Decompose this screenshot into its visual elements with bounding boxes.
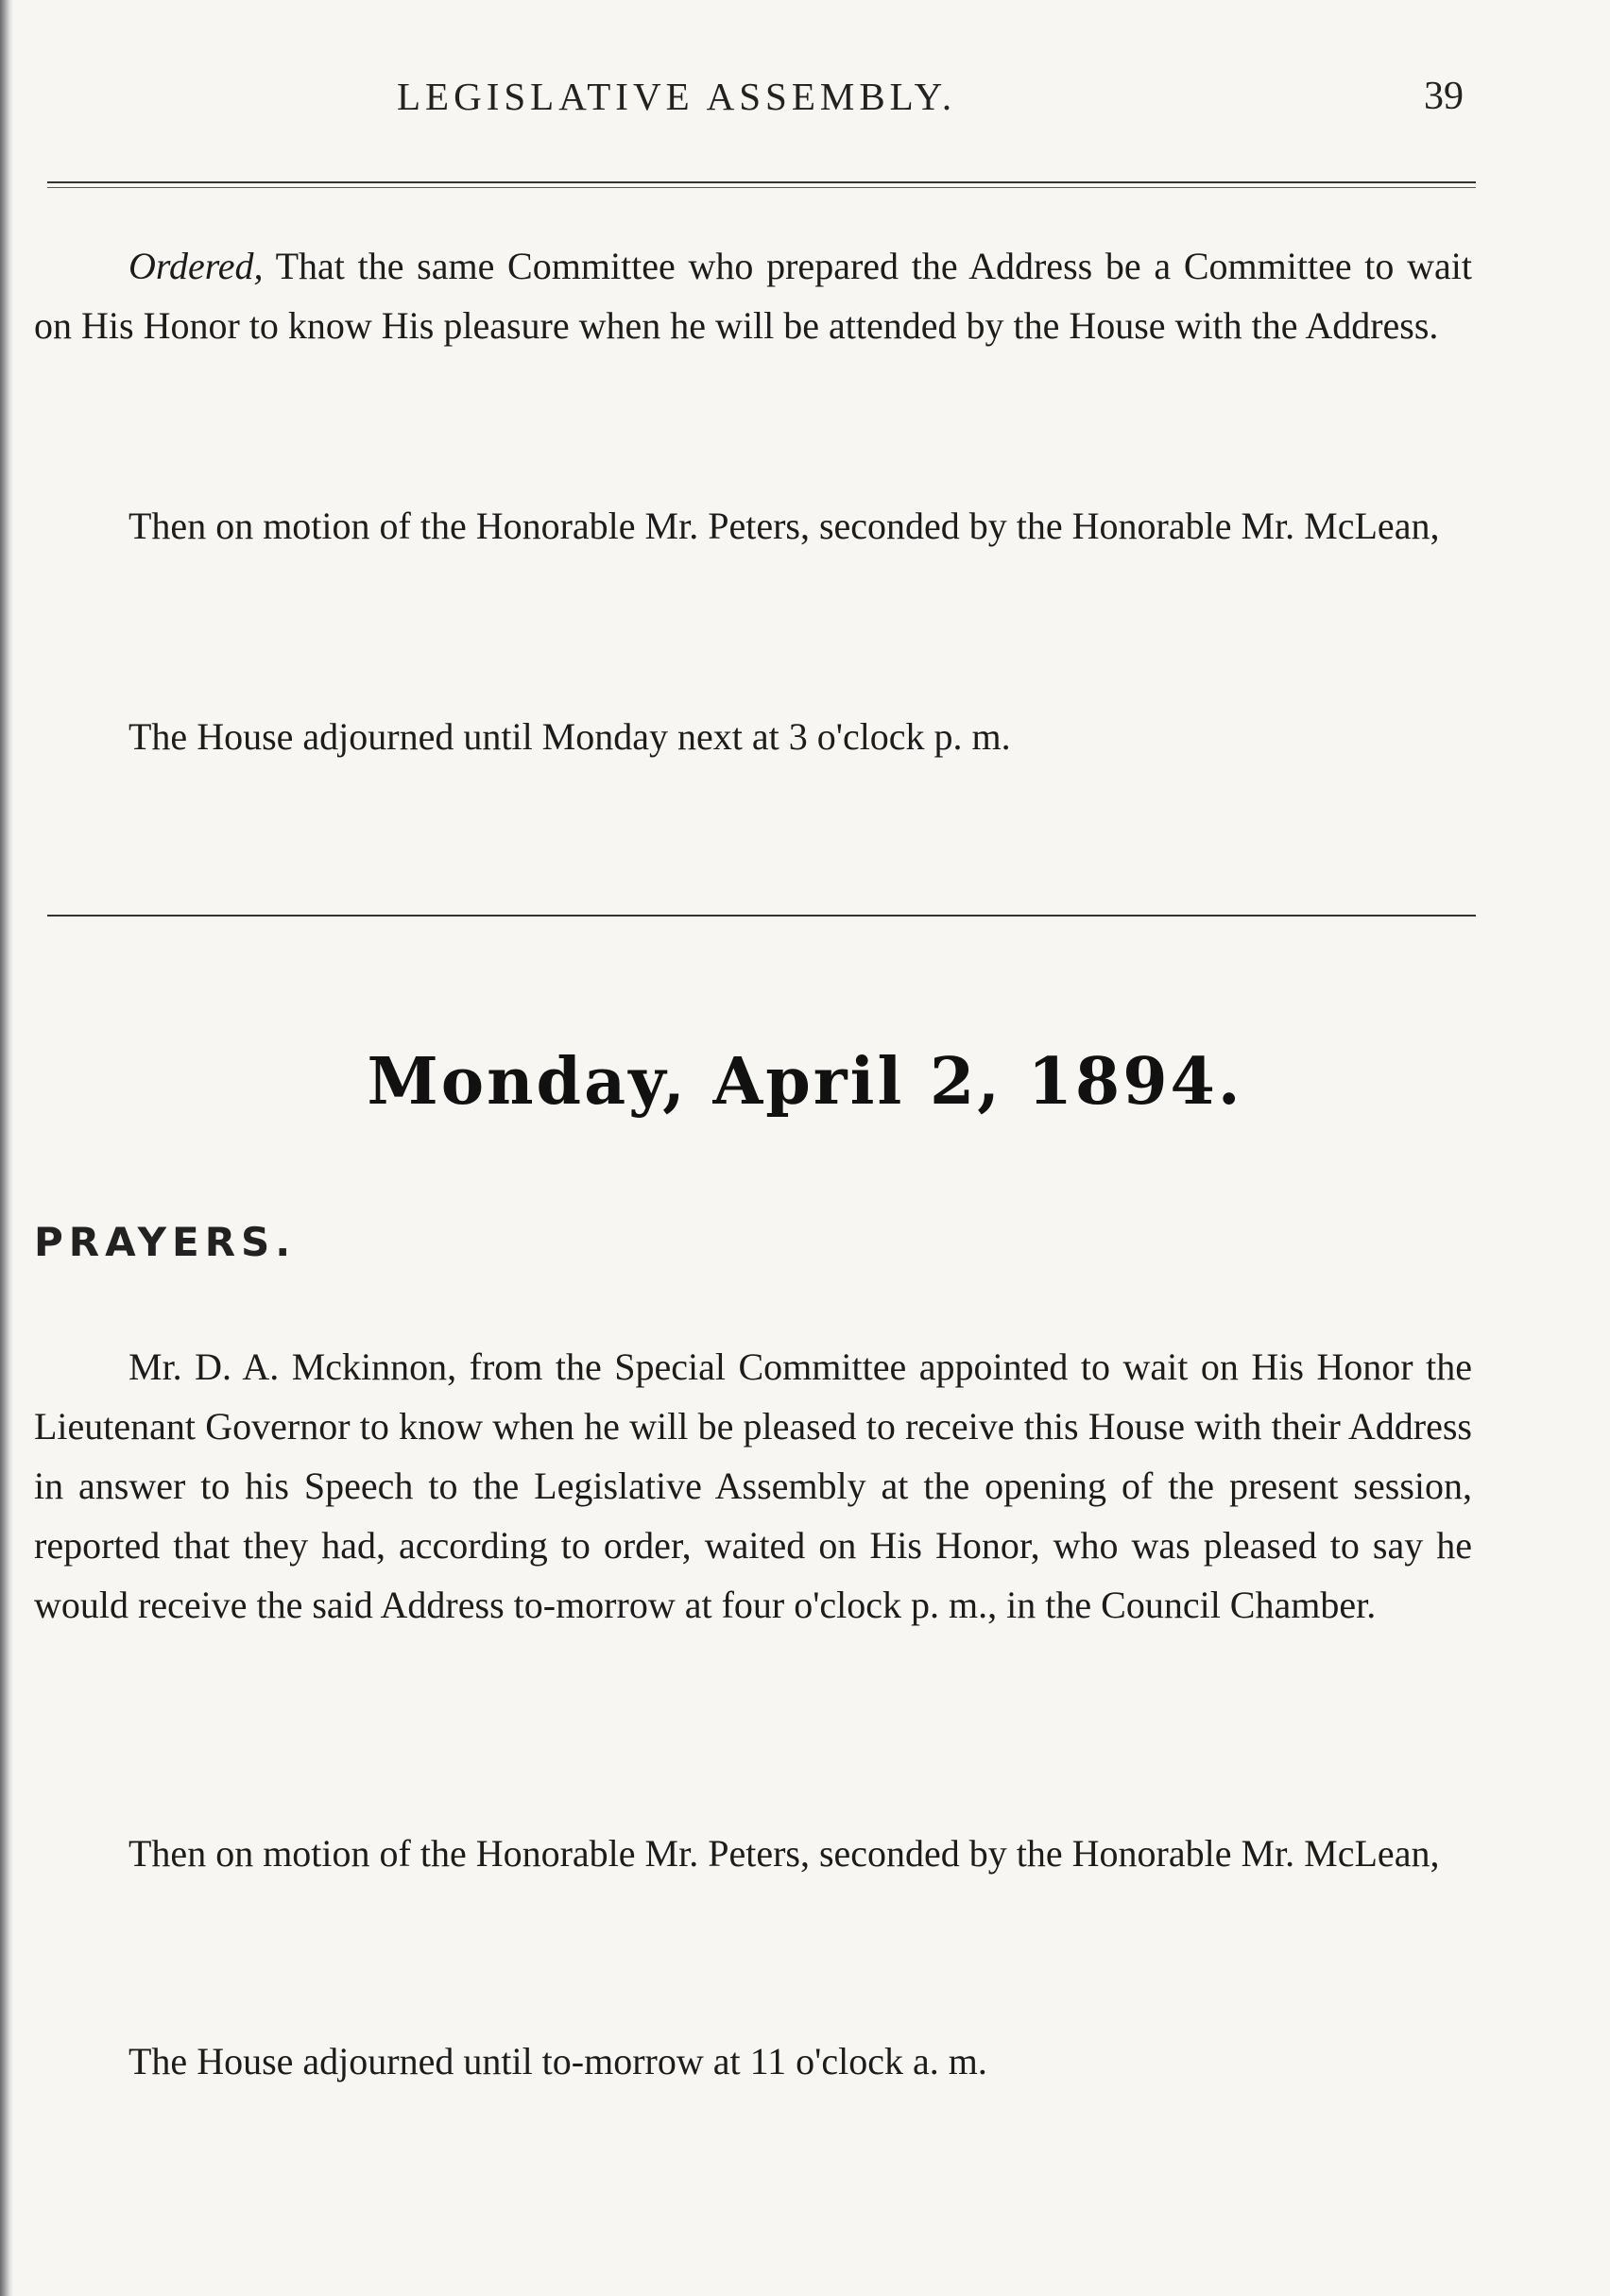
ordered-label: Ordered, bbox=[128, 245, 264, 287]
committee-report-paragraph bbox=[34, 1337, 1472, 1635]
committee-report-text: Mr. D. A. Mckinnon, from the Special Committee appointed to wait on His Honor the Lieutenant Governor to know when he will be pleased to receive this House with their Address in answer to his Speech to the Legislative Assembly at the opening of the present session, reported that they had, according to order, waited on His Honor, who was pleased to say he would receive the said Address to-morrow at four o'clock p. m., in the Council Chamber. bbox=[34, 1345, 1472, 1626]
motion-paragraph-2 bbox=[34, 1824, 1472, 1883]
header-rule bbox=[47, 181, 1476, 188]
ordered-paragraph bbox=[34, 236, 1472, 355]
motion-paragraph-1 bbox=[34, 496, 1472, 556]
day-heading: Monday, April 2, 1894. bbox=[367, 1044, 1243, 1120]
page-number: 39 bbox=[1424, 75, 1464, 118]
motion-text-2: Then on motion of the Honorable Mr. Peters, seconded by the Honorable Mr. McLean, bbox=[128, 1832, 1440, 1875]
running-title: LEGISLATIVE ASSEMBLY. bbox=[397, 75, 957, 118]
prayers-heading: PRAYERS. bbox=[34, 1219, 297, 1265]
ordered-text: That the same Committee who prepared the Address be a Committee to wait on His Honor to know His pleasure when he will be attended by the House with the Address. bbox=[34, 245, 1472, 347]
adjournment-1: The House adjourned until Monday next at 3 o'clock p. m. bbox=[128, 715, 1011, 758]
motion-text-1: Then on motion of the Honorable Mr. Peters, seconded by the Honorable Mr. McLean, bbox=[128, 505, 1440, 547]
running-header bbox=[0, 74, 1610, 140]
adjournment-2: The House adjourned until to-morrow at 11 o'clock a. m. bbox=[128, 2040, 987, 2082]
page-binding-edge bbox=[0, 0, 13, 2296]
section-divider-rule bbox=[47, 915, 1476, 917]
